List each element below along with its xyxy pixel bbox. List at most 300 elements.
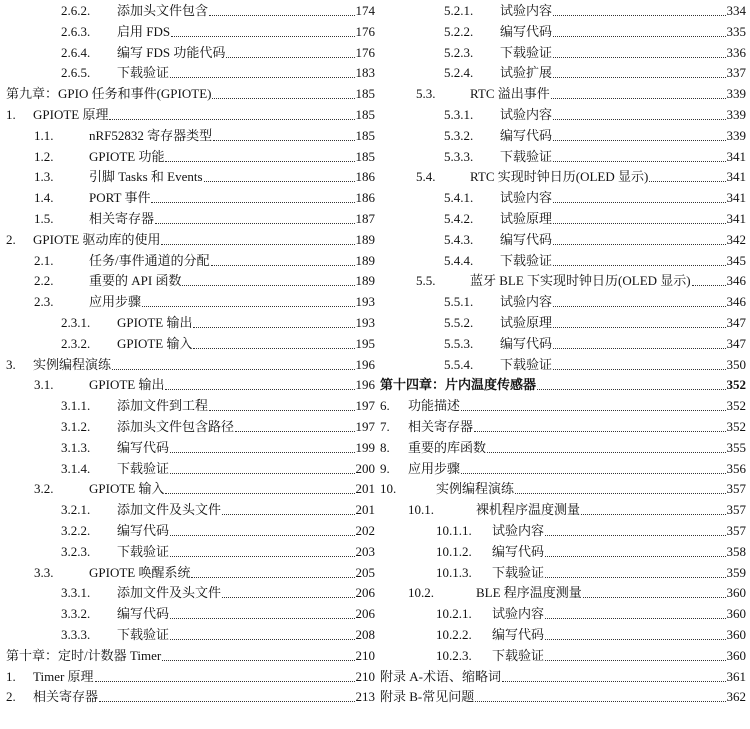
toc-entry-page-number: 193 — [355, 315, 375, 330]
toc-entry[interactable] — [6, 230, 375, 250]
toc-entry-page-number: 361 — [726, 668, 746, 684]
dot-leader — [99, 701, 354, 702]
toc-entry-title: GPIOTE 原理 — [33, 107, 109, 122]
toc-entry-title: RTC 溢出事件 — [470, 86, 550, 102]
dot-leader — [222, 597, 354, 598]
toc-entry-page-number: 200 — [355, 460, 375, 476]
dot-leader — [165, 389, 354, 390]
toc-entry-title: 试验内容 — [492, 606, 545, 622]
toc-entry-number: 3.1.1. — [61, 398, 91, 414]
dot-leader — [545, 556, 725, 557]
toc-entry[interactable] — [444, 63, 746, 83]
toc-entry[interactable] — [444, 355, 746, 375]
toc-entry-title: GPIOTE 输出 — [89, 377, 165, 393]
toc-entry[interactable] — [380, 375, 746, 395]
toc-entry-number: 5.4.1. — [444, 190, 474, 206]
toc-entry-number: 10.1.3. — [436, 564, 472, 580]
toc-entry[interactable] — [436, 521, 746, 541]
toc-entry-number: 5.2.4. — [444, 65, 474, 81]
toc-entry-page-number: 196 — [355, 377, 375, 393]
dot-leader — [553, 327, 725, 328]
dot-leader — [209, 410, 354, 411]
toc-entry-number: 10.2. — [408, 585, 434, 601]
toc-entry-page-number: 208 — [355, 627, 375, 642]
toc-entry[interactable] — [444, 313, 746, 333]
toc-entry-number: 8. — [380, 439, 390, 455]
toc-entry-page-number: 201 — [355, 502, 375, 518]
toc-entry-number: 9. — [380, 460, 390, 476]
dot-leader — [553, 306, 725, 307]
toc-entry-number: 2.2. — [34, 273, 54, 289]
toc-entry-number: 2.1. — [34, 252, 54, 268]
toc-entry-title: GPIOTE 唤醒系统 — [89, 564, 191, 580]
toc-entry[interactable] — [444, 105, 746, 125]
toc-entry-page-number: 186 — [355, 169, 375, 185]
toc-entry-title: 编写代码 — [500, 127, 553, 143]
toc-entry-page-number: 335 — [726, 23, 746, 39]
toc-entry-number: 3.2. — [34, 481, 54, 497]
toc-entry-page-number: 193 — [355, 294, 375, 310]
toc-entry[interactable] — [444, 22, 746, 42]
toc-entry[interactable] — [380, 667, 746, 687]
toc-entry-page-number: 185 — [355, 86, 375, 102]
toc-entry-title: 编写代码 — [492, 543, 545, 559]
toc-entry-page-number: 187 — [355, 211, 375, 226]
dot-leader — [515, 493, 725, 494]
toc-entry-number: 10. — [380, 481, 397, 497]
toc-entry-title: 下载验证 — [117, 627, 170, 642]
toc-entry-page-number: 339 — [726, 127, 746, 143]
toc-entry-number: 1.3. — [34, 169, 54, 185]
toc-entry[interactable] — [380, 459, 746, 479]
dot-leader — [553, 223, 725, 224]
toc-entry[interactable] — [416, 271, 746, 291]
toc-entry-title: 编写代码 — [492, 627, 545, 642]
toc-entry-page-number: 360 — [726, 647, 746, 663]
toc-entry-title: 引脚 Tasks 和 Events — [89, 169, 203, 185]
toc-entry-page-number: 197 — [355, 398, 375, 414]
toc-entry-page-number: 360 — [726, 627, 746, 642]
dot-leader — [474, 431, 725, 432]
toc-entry[interactable] — [34, 271, 375, 291]
toc-entry-page-number: 199 — [355, 439, 375, 455]
toc-entry-page-number: 346 — [726, 273, 746, 289]
toc-entry[interactable] — [6, 667, 375, 687]
toc-entry-number: 2.3.2. — [61, 335, 91, 351]
toc-entry[interactable] — [6, 84, 375, 104]
toc-entry-page-number: 189 — [355, 231, 375, 247]
toc-entry-title: 编写代码 — [500, 231, 553, 247]
toc-entry-page-number: 357 — [726, 502, 746, 518]
toc-entry-number: 5.2.2. — [444, 23, 474, 39]
dot-leader — [553, 161, 725, 162]
toc-entry-number: 5.2.3. — [444, 44, 474, 60]
dot-leader — [191, 577, 354, 578]
toc-entry-title: 重要的库函数 — [408, 439, 487, 455]
toc-entry-title: 试验内容 — [500, 107, 553, 122]
dot-leader — [551, 98, 726, 99]
toc-entry-title: 添加文件及头文件 — [117, 502, 222, 518]
toc-entry-number: 3.3. — [34, 564, 54, 580]
toc-entry-number: 5.3. — [416, 86, 436, 102]
dot-leader — [170, 77, 354, 78]
toc-entry-title: 下载验证 — [500, 148, 553, 164]
toc-entry[interactable] — [61, 63, 375, 83]
toc-entry[interactable] — [34, 209, 375, 229]
toc-entry-page-number: 210 — [355, 647, 375, 663]
toc-entry[interactable] — [61, 500, 375, 520]
toc-entry-number: 6. — [380, 398, 390, 414]
toc-entry-page-number: 342 — [726, 231, 746, 247]
toc-entry-title: 下载验证 — [500, 356, 553, 372]
toc-entry-number: 5.5.3. — [444, 335, 474, 351]
toc-entry-number: 2.6.4. — [61, 44, 91, 60]
toc-entry-title: 第九章：GPIO 任务和事件(GPIOTE) — [6, 86, 212, 102]
toc-entry-title: 附录 B-常见问题 — [380, 689, 475, 705]
dot-leader — [204, 181, 355, 182]
toc-entry-number: 10.2.1. — [436, 606, 472, 622]
toc-entry-page-number: 176 — [355, 23, 375, 39]
toc-entry[interactable] — [61, 417, 375, 437]
toc-entry[interactable] — [6, 355, 375, 375]
toc-entry-title: 应用步骤 — [89, 294, 142, 310]
toc-entry-number: 7. — [380, 419, 390, 434]
toc-entry-number: 10.2.2. — [436, 627, 472, 642]
toc-entry-title: 实例编程演练 — [436, 481, 515, 497]
toc-entry[interactable] — [436, 604, 746, 624]
toc-entry[interactable] — [34, 126, 375, 146]
dot-leader — [165, 161, 354, 162]
dot-leader — [193, 327, 354, 328]
toc-entry-number: 1.4. — [34, 190, 54, 206]
toc-entry-page-number: 189 — [355, 252, 375, 268]
toc-entry[interactable] — [444, 334, 746, 354]
toc-entry-page-number: 358 — [726, 543, 746, 559]
toc-entry-number: 5.3.2. — [444, 127, 474, 143]
toc-entry-title: nRF52832 寄存器类型 — [89, 127, 213, 143]
toc-entry-number: 2.3. — [34, 294, 54, 310]
dot-leader — [553, 244, 725, 245]
toc-entry[interactable] — [416, 167, 746, 187]
toc-entry-page-number: 213 — [355, 689, 375, 705]
toc-entry-page-number: 205 — [355, 564, 375, 580]
toc-entry[interactable] — [61, 459, 375, 479]
dot-leader — [545, 639, 725, 640]
toc-entry-page-number: 360 — [726, 606, 746, 622]
dot-leader — [487, 452, 725, 453]
toc-entry-number: 1. — [6, 668, 16, 684]
toc-entry-page-number: 337 — [726, 65, 746, 81]
dot-leader — [545, 660, 725, 661]
toc-entry[interactable] — [61, 583, 375, 603]
toc-entry-page-number: 360 — [726, 585, 746, 601]
toc-entry-title: 添加头文件包含路径 — [117, 419, 235, 434]
toc-entry-title: 启用 FDS — [117, 23, 171, 39]
toc-entry[interactable] — [444, 1, 746, 21]
toc-entry-number: 10.1.1. — [436, 523, 472, 538]
toc-entry-page-number: 352 — [726, 377, 746, 393]
toc-entry-number: 5.4.2. — [444, 211, 474, 226]
toc-entry-page-number: 345 — [726, 252, 746, 268]
toc-entry-page-number: 334 — [726, 3, 746, 18]
toc-entry-title: 实例编程演练 — [33, 356, 112, 372]
toc-entry[interactable] — [444, 126, 746, 146]
toc-entry-page-number: 341 — [726, 148, 746, 164]
toc-entry[interactable] — [444, 43, 746, 63]
toc-entry-page-number: 206 — [355, 585, 375, 601]
toc-entry-page-number: 352 — [726, 419, 746, 434]
toc-entry-number: 3.1. — [34, 377, 54, 393]
toc-entry-number: 3.2.1. — [61, 502, 91, 518]
dot-leader — [112, 369, 354, 370]
dot-leader — [581, 514, 725, 515]
dot-leader — [545, 618, 725, 619]
toc-entry-title: GPIOTE 功能 — [89, 148, 165, 164]
toc-entry[interactable] — [61, 542, 375, 562]
toc-entry-page-number: 202 — [355, 523, 375, 538]
toc-entry-page-number: 341 — [726, 190, 746, 206]
dot-leader — [553, 15, 725, 16]
toc-entry-title: RTC 实现时钟日历(OLED 显示) — [470, 169, 649, 185]
toc-entry-title: Timer 原理 — [33, 668, 94, 684]
dot-leader — [226, 57, 354, 58]
toc-entry[interactable] — [34, 167, 375, 187]
dot-leader — [222, 514, 354, 515]
toc-entry-title: 重要的 API 函数 — [89, 273, 182, 289]
toc-entry-number: 5.5.4. — [444, 356, 474, 372]
toc-entry[interactable] — [408, 500, 746, 520]
toc-entry-page-number: 356 — [726, 460, 746, 476]
toc-entry-title: 下载验证 — [492, 647, 545, 663]
dot-leader — [461, 473, 725, 474]
toc-entry-page-number: 203 — [355, 543, 375, 559]
toc-entry-page-number: 341 — [726, 211, 746, 226]
toc-entry-title: 编写代码 — [500, 23, 553, 39]
toc-entry[interactable] — [61, 313, 375, 333]
toc-entry-title: GPIOTE 输入 — [117, 335, 193, 351]
toc-entry-title: GPIOTE 驱动库的使用 — [33, 231, 161, 247]
toc-entry-page-number: 189 — [355, 273, 375, 289]
toc-entry-page-number: 339 — [726, 86, 746, 102]
toc-entry-number: 3.3.2. — [61, 606, 91, 622]
toc-entry-title: GPIOTE 输入 — [89, 481, 165, 497]
dot-leader — [583, 597, 726, 598]
dot-leader — [170, 618, 354, 619]
toc-entry-title: 应用步骤 — [408, 460, 461, 476]
toc-entry-title: 试验内容 — [500, 190, 553, 206]
toc-entry-title: 编写代码 — [117, 523, 170, 538]
toc-entry-title: 下载验证 — [117, 460, 170, 476]
toc-entry[interactable] — [61, 43, 375, 63]
dot-leader — [155, 223, 354, 224]
toc-entry-title: 试验原理 — [500, 211, 553, 226]
toc-entry-page-number: 185 — [355, 107, 375, 122]
dot-leader — [553, 265, 725, 266]
toc-entry-title: PORT 事件 — [89, 190, 151, 206]
toc-entry[interactable] — [61, 625, 375, 645]
dot-leader — [165, 493, 354, 494]
toc-entry-number: 2. — [6, 689, 16, 705]
toc-entry-page-number: 196 — [355, 356, 375, 372]
dot-leader — [461, 410, 725, 411]
toc-entry-title: 编写代码 — [500, 335, 553, 351]
toc-entry-page-number: 197 — [355, 419, 375, 434]
dot-leader — [142, 306, 354, 307]
dot-leader — [170, 639, 354, 640]
toc-entry-number: 3.1.2. — [61, 419, 91, 434]
toc-entry-title: 添加文件及头文件 — [117, 585, 222, 601]
toc-entry-number: 1. — [6, 107, 16, 122]
toc-entry[interactable] — [34, 563, 375, 583]
dot-leader — [553, 57, 725, 58]
toc-entry[interactable] — [61, 22, 375, 42]
toc-entry[interactable] — [61, 1, 375, 21]
toc-entry-page-number: 210 — [355, 668, 375, 684]
toc-entry-number: 5.3.1. — [444, 107, 474, 122]
dot-leader — [502, 681, 726, 682]
toc-entry-title: 下载验证 — [492, 564, 545, 580]
toc-entry-number: 3.2.3. — [61, 543, 91, 559]
toc-entry-title: 下载验证 — [117, 65, 170, 81]
toc-entry[interactable] — [6, 105, 375, 125]
toc-entry[interactable] — [34, 479, 375, 499]
toc-entry-title: 蓝牙 BLE 下实现时钟日历(OLED 显示) — [470, 273, 691, 289]
toc-entry-number: 2.6.2. — [61, 3, 91, 18]
dot-leader — [171, 36, 354, 37]
toc-entry[interactable] — [444, 188, 746, 208]
toc-entry-number: 10.1.2. — [436, 543, 472, 559]
toc-entry[interactable] — [380, 479, 746, 499]
dot-leader — [151, 202, 354, 203]
toc-entry-title: 下载验证 — [500, 252, 553, 268]
toc-entry-title: 相关寄存器 — [89, 211, 155, 226]
toc-entry-number: 3.3.1. — [61, 585, 91, 601]
toc-entry-page-number: 183 — [355, 65, 375, 81]
dot-leader — [475, 701, 725, 702]
dot-leader — [170, 556, 354, 557]
toc-entry-number: 1.1. — [34, 127, 54, 143]
toc-entry-number: 3.1.4. — [61, 460, 91, 476]
toc-entry-title: 任务/事件通道的分配 — [89, 252, 210, 268]
toc-entry[interactable] — [444, 209, 746, 229]
toc-entry-page-number: 355 — [726, 439, 746, 455]
toc-entry[interactable] — [34, 147, 375, 167]
toc-entry-number: 3.2.2. — [61, 523, 91, 538]
toc-entry-title: 裸机程序温度测量 — [476, 502, 581, 518]
toc-entry[interactable] — [6, 687, 375, 707]
toc-entry[interactable] — [444, 292, 746, 312]
toc-entry[interactable] — [436, 563, 746, 583]
toc-entry[interactable] — [61, 334, 375, 354]
dot-leader — [553, 77, 725, 78]
toc-entry-title: 试验扩展 — [500, 65, 553, 81]
toc-entry-title: 下载验证 — [500, 44, 553, 60]
dot-leader — [537, 389, 725, 390]
dot-leader — [161, 244, 354, 245]
toc-entry-page-number: 341 — [726, 169, 746, 185]
dot-leader — [95, 681, 355, 682]
toc-entry[interactable] — [436, 625, 746, 645]
toc-entry-number: 5.5.1. — [444, 294, 474, 310]
dot-leader — [553, 348, 725, 349]
toc-entry[interactable] — [380, 687, 746, 707]
dot-leader — [170, 473, 354, 474]
toc-entry[interactable] — [61, 521, 375, 541]
toc-entry-number: 3.1.3. — [61, 439, 91, 455]
toc-entry-number: 5.4. — [416, 169, 436, 185]
toc-entry[interactable] — [34, 292, 375, 312]
toc-entry-page-number: 201 — [355, 481, 375, 497]
toc-entry[interactable] — [380, 417, 746, 437]
toc-entry[interactable] — [61, 396, 375, 416]
toc-entry[interactable] — [444, 147, 746, 167]
toc-entry-number: 5.5.2. — [444, 315, 474, 330]
toc-entry-page-number: 350 — [726, 356, 746, 372]
dot-leader — [553, 36, 725, 37]
dot-leader — [545, 535, 725, 536]
toc-entry-title: 附录 A-术语、缩略词 — [380, 668, 501, 684]
toc-entry-title: 编写代码 — [117, 439, 170, 455]
toc-entry-page-number: 362 — [726, 689, 746, 705]
toc-entry[interactable] — [34, 251, 375, 271]
toc-entry-page-number: 357 — [726, 523, 746, 538]
toc-entry-title: 下载验证 — [117, 543, 170, 559]
toc-entry[interactable] — [34, 188, 375, 208]
toc-entry-page-number: 357 — [726, 481, 746, 497]
toc-entry-title: 相关寄存器 — [408, 419, 474, 434]
toc-entry-number: 5.5. — [416, 273, 436, 289]
toc-entry-title: 试验内容 — [500, 294, 553, 310]
toc-entry-page-number: 174 — [355, 3, 375, 18]
toc-entry-title: 试验内容 — [492, 523, 545, 538]
dot-leader — [212, 98, 354, 99]
toc-entry-number: 2.6.3. — [61, 23, 91, 39]
toc-entry-number: 5.4.4. — [444, 252, 474, 268]
toc-entry[interactable] — [380, 438, 746, 458]
toc-entry[interactable] — [34, 375, 375, 395]
toc-entry[interactable] — [444, 251, 746, 271]
toc-entry-page-number: 206 — [355, 606, 375, 622]
toc-entry[interactable] — [408, 583, 746, 603]
dot-leader — [209, 15, 354, 16]
toc-entry-title: 编写 FDS 功能代码 — [117, 44, 226, 60]
toc-entry-number: 10.2.3. — [436, 647, 472, 663]
toc-entry[interactable] — [444, 230, 746, 250]
toc-entry[interactable] — [61, 604, 375, 624]
toc-entry-page-number: 339 — [726, 107, 746, 122]
toc-entry-title: 试验原理 — [500, 315, 553, 330]
toc-entry-page-number: 185 — [355, 127, 375, 143]
toc-entry[interactable] — [436, 646, 746, 666]
toc-entry-number: 5.3.3. — [444, 148, 474, 164]
toc-entry-title: 功能描述 — [408, 398, 461, 414]
dot-leader — [553, 369, 725, 370]
toc-entry[interactable] — [6, 646, 375, 666]
toc-entry-title: BLE 程序温度测量 — [476, 585, 582, 601]
toc-entry-page-number: 359 — [726, 564, 746, 580]
toc-entry[interactable] — [416, 84, 746, 104]
dot-leader — [235, 431, 354, 432]
toc-entry[interactable] — [436, 542, 746, 562]
toc-entry-number: 10.1. — [408, 502, 434, 518]
toc-entry[interactable] — [61, 438, 375, 458]
toc-entry-page-number: 347 — [726, 335, 746, 351]
toc-entry-page-number: 336 — [726, 44, 746, 60]
dot-leader — [109, 119, 354, 120]
toc-entry-number: 1.5. — [34, 211, 54, 226]
toc-entry-title: 添加头文件包含 — [117, 3, 209, 18]
toc-entry[interactable] — [380, 396, 746, 416]
